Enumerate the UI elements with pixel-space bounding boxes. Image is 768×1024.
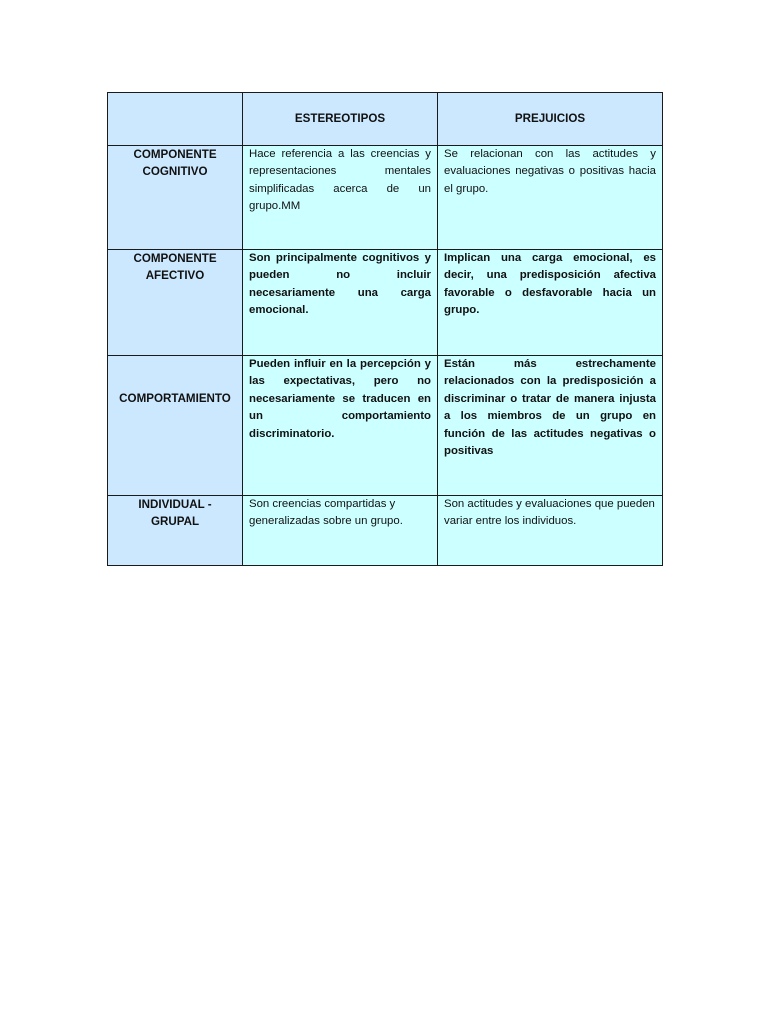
- cell-prejuicios-individual-grupal: Son actitudes y evaluaciones que pueden variar entre los individuos.: [438, 496, 663, 566]
- cell-prejuicios-comportamiento: Están más estrechamente relacionados con la predisposición a discriminar o tratar de manera injusta a los miembros de un grupo en función de las actitudes negativas o positivas: [438, 356, 663, 496]
- table-row: [108, 356, 663, 496]
- cell-estereotipos-comportamiento: Pueden influir en la percepción y las expectativas, pero no necesariamente se traducen en un comportamiento discriminatorio.: [243, 356, 438, 496]
- header-prejuicios: PREJUICIOS: [438, 93, 663, 146]
- cell-estereotipos-cognitivo: Hace referencia a las creencias y representaciones mentales simplificadas acerca de un grupo.MM: [243, 146, 438, 250]
- table-row: [108, 250, 663, 356]
- cell-estereotipos-individual-grupal: Son creencias compartidas y generalizadas sobre un grupo.: [243, 496, 438, 566]
- cell-prejuicios-cognitivo: Se relacionan con las actitudes y evaluaciones negativas o positivas hacia el grupo.: [438, 146, 663, 250]
- row-label-cognitivo: COMPONENTE COGNITIVO: [108, 146, 243, 250]
- header-empty-cell: [108, 93, 243, 146]
- table-row: [108, 496, 663, 566]
- row-label-comportamiento: COMPORTAMIENTO: [108, 356, 243, 496]
- table-row: [108, 146, 663, 250]
- comparison-table: [107, 92, 663, 566]
- cell-estereotipos-afectivo: Son principalmente cognitivos y pueden no incluir necesariamente una carga emocional.: [243, 250, 438, 356]
- table-header-row: [108, 93, 663, 146]
- row-label-individual-grupal: INDIVIDUAL - GRUPAL: [108, 496, 243, 566]
- row-label-afectivo: COMPONENTE AFECTIVO: [108, 250, 243, 356]
- comparison-table-container: [107, 92, 662, 566]
- header-estereotipos: ESTEREOTIPOS: [243, 93, 438, 146]
- cell-prejuicios-afectivo: Implican una carga emocional, es decir, una predisposición afectiva favorable o desfavorable hacia un grupo.: [438, 250, 663, 356]
